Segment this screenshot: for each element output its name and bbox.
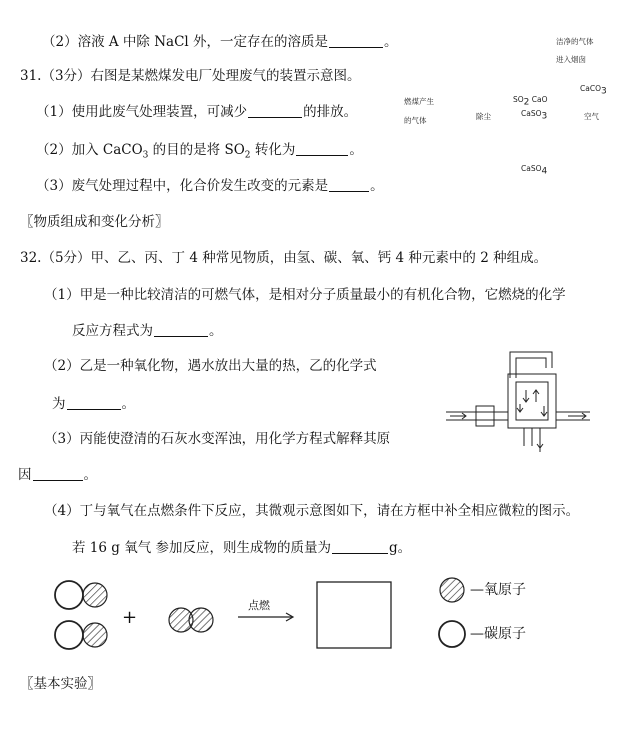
label-caso4: CaSO$_4$ bbox=[521, 164, 548, 177]
answer-blank[interactable] bbox=[248, 105, 302, 118]
co-molecule-top bbox=[55, 581, 107, 609]
legend-carbon-label: —碳原子 bbox=[470, 626, 526, 642]
section-header-composition: 〖物质组成和变化分析〗 bbox=[20, 214, 169, 230]
label-clean-gas: 洁净的气体 bbox=[556, 37, 594, 46]
answer-blank[interactable] bbox=[296, 143, 348, 156]
answer-box[interactable] bbox=[317, 582, 391, 648]
label-air: 空气 bbox=[584, 112, 599, 121]
co-molecule-bottom bbox=[55, 621, 107, 649]
reaction-condition: 点燃 bbox=[248, 599, 270, 612]
q30-part2: （2）溶液 A 中除 NaCl 外，一定存在的溶质是 。 bbox=[42, 34, 398, 50]
q32-part2-line1: （2）乙是一种氧化物，遇水放出大量的热，乙的化学式 bbox=[44, 358, 377, 374]
oxygen-atom-legend-icon bbox=[440, 578, 464, 602]
label-caso3: CaSO$_3$ bbox=[521, 109, 548, 122]
q32-part4-line2: 若 16 g 氧气 参加反应，则生成物的质量为 g。 bbox=[72, 540, 412, 556]
micro-reaction-diagram bbox=[40, 570, 500, 654]
plus-sign: + bbox=[122, 607, 138, 628]
q32-part1-line2: 反应方程式为 。 bbox=[72, 323, 223, 339]
legend-oxygen-label: —氧原子 bbox=[470, 582, 526, 598]
q31-part2: （2）加入 CaCO$_3$ 的目的是将 $SO_2$ 转化为 。 bbox=[36, 142, 363, 161]
section-header-experiment: 〖基本实验〗 bbox=[20, 676, 101, 692]
label-coal-gas: 燃煤产生 bbox=[404, 97, 434, 106]
q31-header: 31.（3分）右图是某燃煤发电厂处理废气的装置示意图。 bbox=[20, 68, 361, 84]
apparatus-diagram bbox=[440, 342, 616, 454]
q32-part4-line1: （4）丁与氧气在点燃条件下反应，其微观示意图如下，请在方框中补全相应微粒的图示。 bbox=[44, 503, 580, 519]
reaction-arrow bbox=[238, 613, 293, 621]
answer-blank[interactable] bbox=[154, 324, 208, 337]
carbon-atom-legend-icon bbox=[439, 621, 465, 647]
q32-part3-line1: （3）丙能使澄清的石灰水变浑浊，用化学方程式解释其原 bbox=[44, 431, 391, 447]
answer-blank[interactable] bbox=[329, 35, 383, 48]
answer-blank[interactable] bbox=[33, 468, 83, 481]
q32-part2-line2: 为 。 bbox=[52, 396, 135, 412]
label-to-chimney: 进入烟囱 bbox=[556, 55, 586, 64]
q32-part1-line1: （1）甲是一种比较清洁的可燃气体，是相对分子质量最小的有机化合物，它燃烧的化学 bbox=[44, 287, 566, 303]
answer-blank[interactable] bbox=[329, 179, 369, 192]
answer-blank[interactable] bbox=[332, 541, 388, 554]
q31-part1: （1）使用此废气处理装置，可减少 的排放。 bbox=[36, 104, 358, 120]
q32-part3-line2: 因 。 bbox=[18, 467, 97, 483]
label-coal-gas-2: 的气体 bbox=[404, 116, 427, 125]
o2-molecule bbox=[169, 608, 213, 632]
q31-part3: （3）废气处理过程中，化合价发生改变的元素是 。 bbox=[36, 178, 384, 194]
q32-header: 32.（5分）甲、乙、丙、丁 4 种常见物质，由氢、碳、氧、钙 4 种元素中的 2 种组成。 bbox=[20, 250, 548, 266]
label-dust: 除尘 bbox=[476, 112, 491, 121]
label-so2-cao: $SO_2$ CaO bbox=[513, 95, 548, 108]
answer-blank[interactable] bbox=[67, 397, 121, 410]
label-caco3: CaCO$_3$ bbox=[580, 84, 607, 97]
